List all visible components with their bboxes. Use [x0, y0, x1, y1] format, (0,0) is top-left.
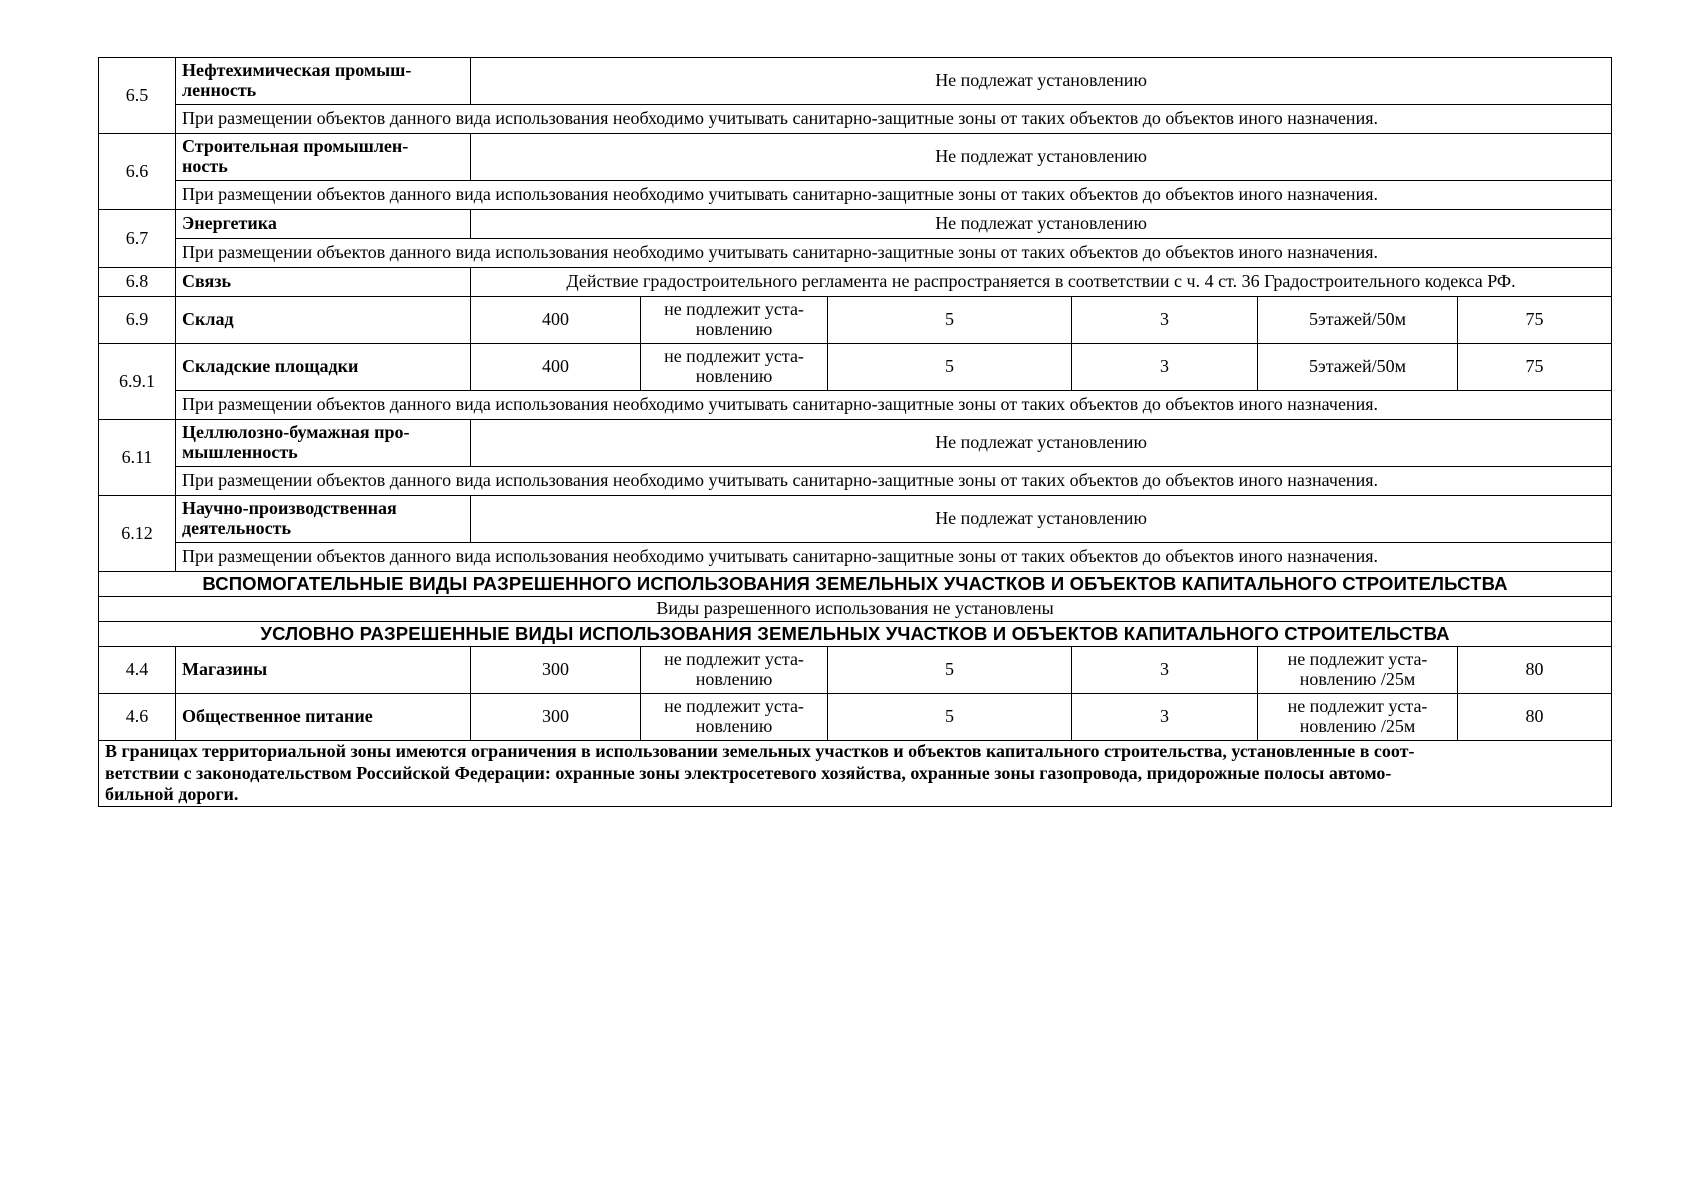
- param-cell: 3: [1072, 297, 1258, 344]
- table-row: [99, 239, 1612, 268]
- use-value: Действие градостроительного регламента не распространяется в соответствии с ч. 4 ст. 36 Градостроительного кодекса РФ.: [471, 268, 1612, 297]
- use-code: 6.12: [99, 496, 176, 572]
- table-row: [99, 597, 1612, 622]
- use-code: 6.9: [99, 297, 176, 344]
- section-header-row: [99, 622, 1612, 647]
- param-cell: 300: [471, 694, 641, 741]
- use-code: 6.9.1: [99, 344, 176, 420]
- use-name: Магазины: [176, 647, 471, 694]
- table-row: [99, 181, 1612, 210]
- use-code: 6.11: [99, 420, 176, 496]
- param-cell: не подлежит уста- новлению: [641, 647, 828, 694]
- use-name: Научно-производственная деятельность: [176, 496, 471, 543]
- table-row: [99, 647, 1612, 694]
- use-value: Не подлежат установлению: [471, 420, 1612, 467]
- use-code: 4.6: [99, 694, 176, 741]
- use-code: 6.7: [99, 210, 176, 268]
- table-row: [99, 210, 1612, 239]
- table-row: [99, 496, 1612, 543]
- section-header-row: [99, 572, 1612, 597]
- use-value: Не подлежат установлению: [471, 496, 1612, 543]
- table-row: [99, 391, 1612, 420]
- table-row: [99, 58, 1612, 105]
- table-row: [99, 420, 1612, 467]
- param-cell: 3: [1072, 344, 1258, 391]
- section-header-auxiliary: ВСПОМОГАТЕЛЬНЫЕ ВИДЫ РАЗРЕШЕННОГО ИСПОЛЬЗОВАНИЯ ЗЕМЕЛЬНЫХ УЧАСТКОВ И ОБЪЕКТОВ КАПИТАЛЬНОГО СТРОИТЕЛЬСТВА: [99, 572, 1612, 597]
- param-cell: 5: [828, 344, 1072, 391]
- param-cell: 5этажей/50м: [1258, 344, 1458, 391]
- table-row: [99, 344, 1612, 391]
- use-name: Нефтехимическая промыш- ленность: [176, 58, 471, 105]
- param-cell: 75: [1458, 344, 1612, 391]
- param-cell: 3: [1072, 647, 1258, 694]
- use-name: Целлюлозно-бумажная про- мышленность: [176, 420, 471, 467]
- param-cell: 5: [828, 297, 1072, 344]
- use-value: Не подлежат установлению: [471, 58, 1612, 105]
- param-cell: не подлежит уста- новлению /25м: [1258, 647, 1458, 694]
- param-cell: не подлежит уста- новлению: [641, 694, 828, 741]
- auxiliary-text: Виды разрешенного использования не установлены: [99, 597, 1612, 622]
- use-name: Склад: [176, 297, 471, 344]
- use-note: При размещении объектов данного вида использования необходимо учитывать санитарно-защитные зоны от таких объектов до объектов иного назначения.: [176, 543, 1612, 572]
- table-row: [99, 297, 1612, 344]
- param-cell: 75: [1458, 297, 1612, 344]
- section-header-conditional: УСЛОВНО РАЗРЕШЕННЫЕ ВИДЫ ИСПОЛЬЗОВАНИЯ ЗЕМЕЛЬНЫХ УЧАСТКОВ И ОБЪЕКТОВ КАПИТАЛЬНОГО СТРОИТЕЛЬСТВА: [99, 622, 1612, 647]
- param-cell: 80: [1458, 694, 1612, 741]
- param-cell: не подлежит уста- новлению /25м: [1258, 694, 1458, 741]
- use-code: 6.5: [99, 58, 176, 134]
- use-note: При размещении объектов данного вида использования необходимо учитывать санитарно-защитные зоны от таких объектов до объектов иного назначения.: [176, 391, 1612, 420]
- param-cell: 400: [471, 297, 641, 344]
- param-cell: 300: [471, 647, 641, 694]
- use-note: При размещении объектов данного вида использования необходимо учитывать санитарно-защитные зоны от таких объектов до объектов иного назначения.: [176, 467, 1612, 496]
- use-code: 6.8: [99, 268, 176, 297]
- table-row: [99, 134, 1612, 181]
- param-cell: не подлежит уста- новлению: [641, 344, 828, 391]
- use-name: Строительная промышлен- ность: [176, 134, 471, 181]
- table-row: [99, 105, 1612, 134]
- use-name: Связь: [176, 268, 471, 297]
- param-cell: 80: [1458, 647, 1612, 694]
- param-cell: 5этажей/50м: [1258, 297, 1458, 344]
- table-row: [99, 694, 1612, 741]
- use-note: При размещении объектов данного вида использования необходимо учитывать санитарно-защитные зоны от таких объектов до объектов иного назначения.: [176, 105, 1612, 134]
- use-code: 4.4: [99, 647, 176, 694]
- table-row: [99, 268, 1612, 297]
- use-code: 6.6: [99, 134, 176, 210]
- param-cell: 5: [828, 647, 1072, 694]
- use-note: При размещении объектов данного вида использования необходимо учитывать санитарно-защитные зоны от таких объектов до объектов иного назначения.: [176, 181, 1612, 210]
- param-cell: 5: [828, 694, 1072, 741]
- land-use-table: [98, 57, 1612, 807]
- param-cell: 400: [471, 344, 641, 391]
- table-row: [99, 467, 1612, 496]
- use-name: Энергетика: [176, 210, 471, 239]
- use-value: Не подлежат установлению: [471, 134, 1612, 181]
- param-cell: 3: [1072, 694, 1258, 741]
- table-row: [99, 543, 1612, 572]
- table-row: [99, 741, 1612, 807]
- restrictions-note: В границах территориальной зоны имеются ограничения в использовании земельных участков и объектов капитального строительства, установленные в соот- ветствии с законодательством Российской Федерации: охранные зоны электросетевого хозяйства, охранные зоны газопровода, придорожные полосы автомо- бильной дороги.: [99, 741, 1612, 807]
- use-name: Складские площадки: [176, 344, 471, 391]
- use-name: Общественное питание: [176, 694, 471, 741]
- use-value: Не подлежат установлению: [471, 210, 1612, 239]
- use-note: При размещении объектов данного вида использования необходимо учитывать санитарно-защитные зоны от таких объектов до объектов иного назначения.: [176, 239, 1612, 268]
- param-cell: не подлежит уста- новлению: [641, 297, 828, 344]
